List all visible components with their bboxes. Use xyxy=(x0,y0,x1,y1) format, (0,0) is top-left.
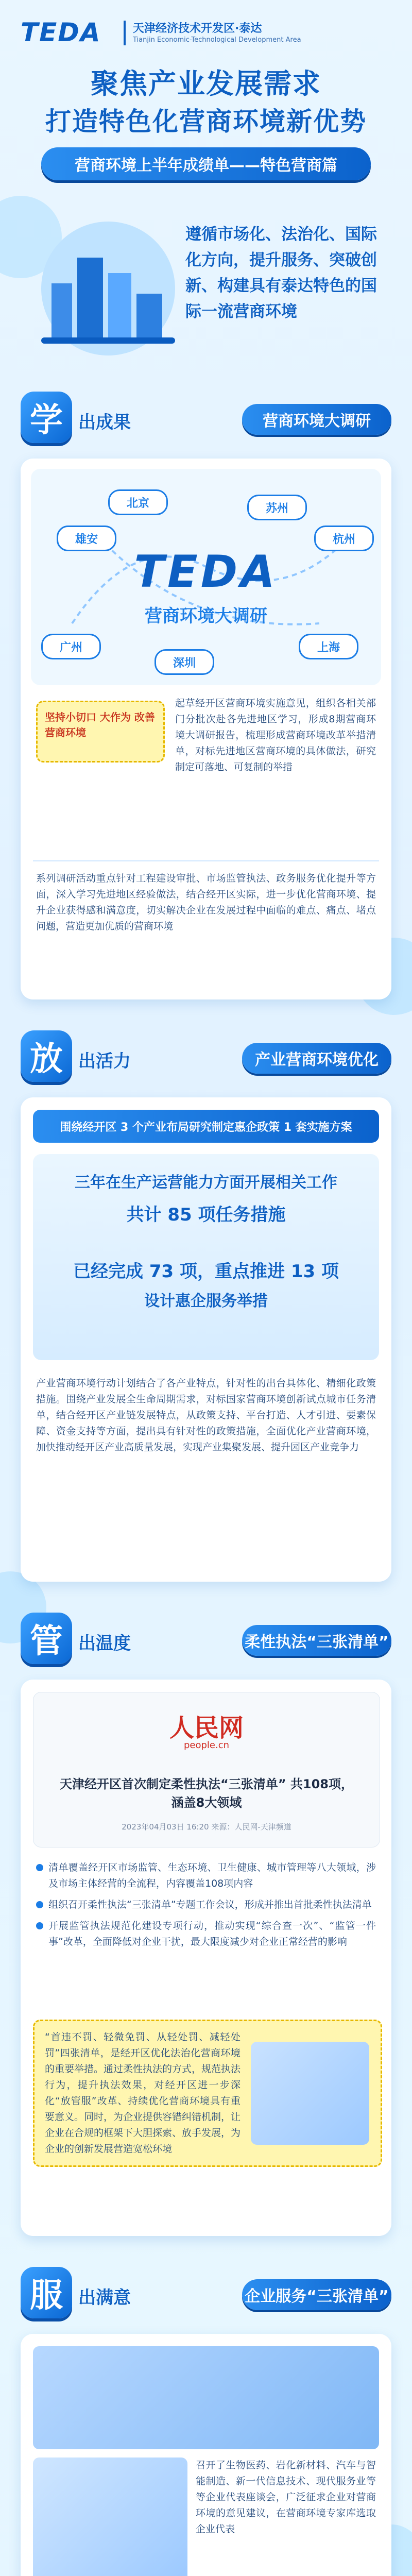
city-tag-suzhou: 苏州 xyxy=(247,495,307,520)
stat-line2: 共计 85 项任务措施 xyxy=(126,1205,286,1225)
section-release-header xyxy=(21,1030,391,1087)
section-study-char: 学 xyxy=(21,392,72,443)
hero-title-line1: 聚焦产业发展需求 xyxy=(91,67,321,100)
map-teda-logo: TEDA xyxy=(134,546,278,598)
city-tag-beijing: 北京 xyxy=(108,489,168,515)
city-map-illustration xyxy=(31,469,381,685)
manage-bullet xyxy=(36,1918,376,1950)
handshake-photo xyxy=(251,2042,369,2145)
section-serve-pill: 企业服务“三张清单” xyxy=(242,2279,391,2310)
section-manage-header xyxy=(21,1613,391,1669)
city-tag-shenzhen: 深圳 xyxy=(154,649,214,675)
manage-bullet-text: 开展监管执法规范化建设专项行动，推动实现“综合查一次”、“监管一件事”改革，全面降低对企业干扰，最大限度减少对企业正常经营的影响 xyxy=(48,1920,376,1947)
manage-bullet xyxy=(36,1860,376,1892)
side-note: 坚持小切口 大作为 改善营商环境 xyxy=(36,701,165,762)
section-study-header xyxy=(21,392,391,448)
meeting-photo-2 xyxy=(33,2458,187,2576)
section-study-card xyxy=(21,459,391,999)
manage-bullet-text: 清单覆盖经开区市场监管、生态环境、卫生健康、城市管理等八大领域，涉及市场主体经营的全流程，内容覆盖108项内容 xyxy=(48,1862,376,1889)
teda-logo: TEDA xyxy=(21,18,101,47)
stat-line4: 设计惠企服务举措 xyxy=(144,1292,268,1310)
manage-note xyxy=(33,2020,382,2167)
manage-bullet-text: 组织召开柔性执法“三张清单”专题工作会议，形成并推出首批柔性执法清单 xyxy=(48,1899,372,1910)
section-serve-label: 出满意 xyxy=(78,2287,131,2308)
hero-title-line2: 打造特色化营商环境新优势 xyxy=(45,107,367,137)
divider xyxy=(33,860,379,861)
bullet-dot xyxy=(36,1922,43,1929)
section-manage-card xyxy=(21,1680,391,2236)
brand-org-name: 天津经济技术开发区·泰达 xyxy=(133,22,262,35)
brand-org-english: Tianjin Economic-Technological Development Area xyxy=(133,36,301,44)
section-manage-pill: 柔性执法“三张清单” xyxy=(242,1625,391,1656)
people-daily-logo-sub: people.cn xyxy=(183,1740,230,1751)
news-headline[interactable]: 天津经开区首次制定柔性执法“三张清单” 共108项，涵盖8大领域 xyxy=(60,1777,353,1810)
news-clipping xyxy=(33,1692,380,1848)
section-serve-para: 召开了生物医药、岩化新材料、汽车与智能制造、新一代信息技术、现代服务业等等企业代表座谈会，广泛征求企业对营商环境的意见建议，在营商环境专家库选取企业代表 xyxy=(196,2460,376,2535)
city-tag-shanghai: 上海 xyxy=(299,634,358,659)
release-stats-panel xyxy=(33,1154,379,1360)
section-serve-header xyxy=(21,2267,391,2324)
release-banner: 围绕经开区 3 个产业布局研究制定惠企政策 1 套实施方案 xyxy=(33,1110,379,1143)
section-serve-card xyxy=(21,2334,391,2576)
section-release-pill: 产业营商环境优化 xyxy=(242,1043,391,1074)
section-serve-char: 服 xyxy=(21,2267,72,2318)
hero-quote: 遵循市场化、法治化、国际化方向，提升服务、突破创新、构建具有泰达特色的国际一流营商环境 xyxy=(185,225,377,321)
section-manage-label: 出温度 xyxy=(78,1633,131,1654)
section-study-para1: 起草经开区营商环境实施意见，组织各相关部门分批次赴各先进地区学习，形成8期营商环境大调研报告，梳理形成营商环境改革举措清单，对标先进地区营商环境的具体做法，研究制定可落地、可复制的举措 xyxy=(175,698,376,773)
bullet-dot xyxy=(36,1901,43,1908)
city-illustration xyxy=(31,206,185,361)
brand-header xyxy=(21,15,391,52)
manage-note-text: “首违不罚、轻微免罚、从轻处罚、减轻处罚”四张清单，是经开区优化法治化营商环境的重要举措。通过柔性执法的方式，规范执法行为，提升执法效果，对经开区进一步深化“放管服”改革、持续优化营商环境具有重要意义。同时，为企业提供容错纠错机制，让企业在合规的框架下大胆探索、放手发展，为企业的创新发展营造宽松环境 xyxy=(45,2031,241,2155)
section-study-pill: 营商环境大调研 xyxy=(242,404,391,435)
people-daily-logo: 人民网 xyxy=(169,1714,244,1742)
section-release-char: 放 xyxy=(21,1030,72,1082)
map-caption: 营商环境大调研 xyxy=(145,606,267,626)
hero-subtitle-banner: 营商环境上半年成绩单——特色营商篇 xyxy=(41,147,371,180)
section-release-card xyxy=(21,1097,391,1582)
bullet-dot xyxy=(36,1864,43,1871)
stat-line3: 已经完成 73 项，重点推进 13 项 xyxy=(73,1261,339,1282)
brand-divider xyxy=(124,21,126,45)
section-study-para2: 系列调研活动重点针对工程建设审批、市场监管执法、政务服务优化提升等方面，深入学习先进地区经验做法，结合经开区实际，进一步优化营商环境、提升企业获得感和满意度，切实解决企业在发展过程中面临的难点、痛点、堵点问题，营造更加优质的营商环境 xyxy=(36,873,376,932)
section-release-label: 出活力 xyxy=(78,1051,131,1072)
section-manage-char: 管 xyxy=(21,1613,72,1664)
manage-bullet xyxy=(36,1897,376,1913)
city-tag-hangzhou: 杭州 xyxy=(314,526,374,551)
hero-quote-block xyxy=(31,206,381,361)
meeting-photo xyxy=(33,2346,379,2449)
section-study-label: 出成果 xyxy=(78,412,131,433)
manage-bullets xyxy=(36,1860,376,1955)
stat-line1: 三年在生产运营能力方面开展相关工作 xyxy=(75,1174,337,1192)
city-tag-xiongan: 雄安 xyxy=(57,526,116,551)
section-release-para: 产业营商环境行动计划结合了各产业特点，针对性的出台具体化、精细化政策措施。围绕产业发展全生命周期需求，对标国家营商环境创新试点城市任务清单，结合经开区产业链发展特点，从政策支持、平台打造、人才引进、要素保障、资金支持等方面，提出具有针对性的政策措施，全面优化产业营商环境，加快推动经开区产业高质量发展，实现产业集聚发展、提升园区产业竞争力 xyxy=(36,1378,376,1453)
city-tag-guangzhou: 广州 xyxy=(41,634,101,659)
news-meta: 2023年04月03日 16:20 来源：人民网-天津频道 xyxy=(122,1822,291,1832)
